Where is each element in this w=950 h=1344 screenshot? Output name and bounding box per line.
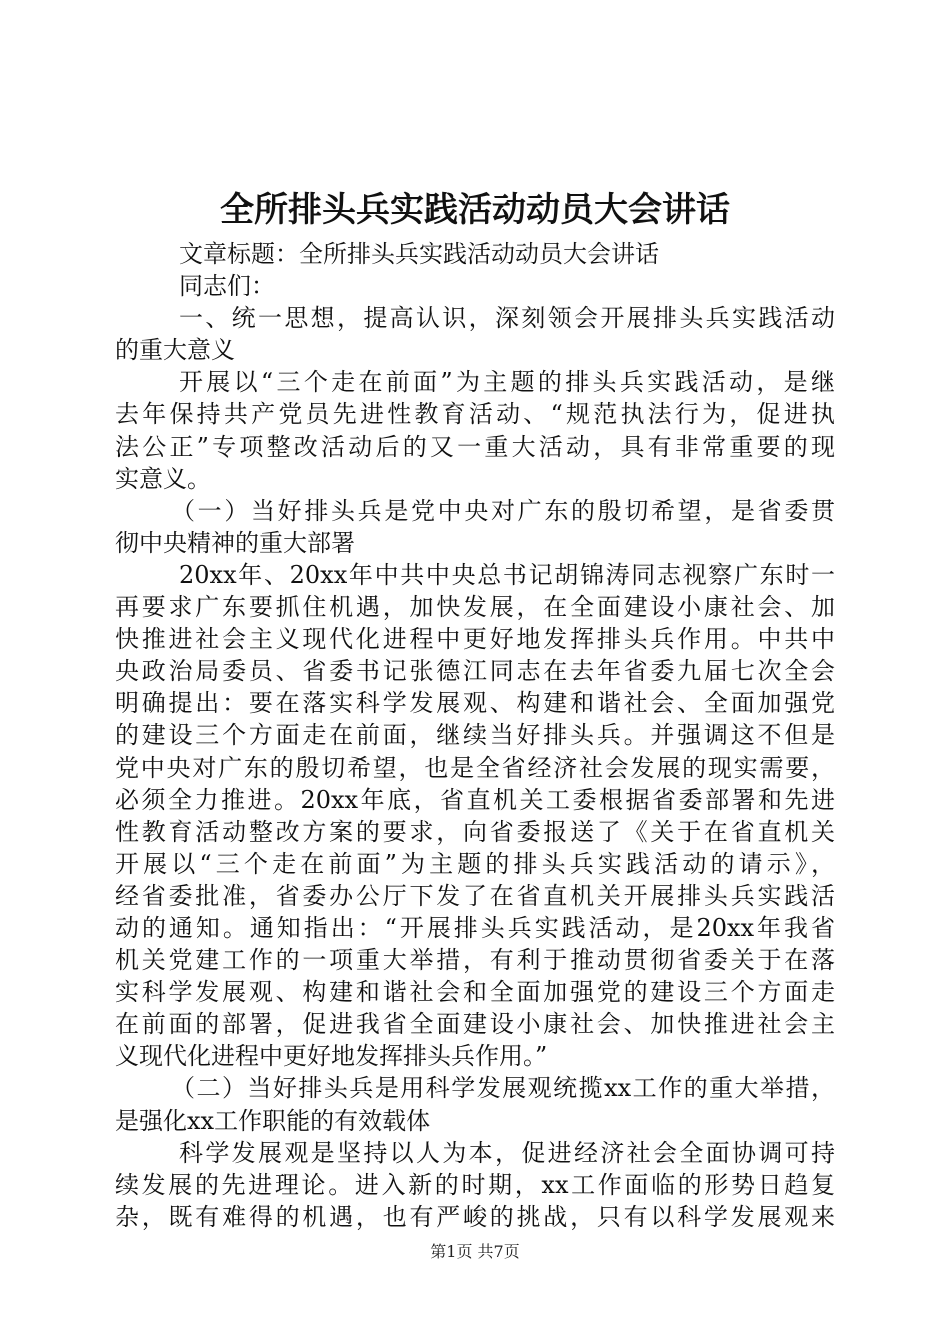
subsection-heading-line: 是强化xx工作职能的有效载体 bbox=[115, 1106, 431, 1135]
paragraph-line: 必须全力推进。20xx年底，省直机关工委根据省委部署和先进 bbox=[115, 785, 835, 814]
paragraph-line: 开展以“三个走在前面”为主题的排头兵实践活动的请示》， bbox=[115, 849, 835, 878]
paragraph-line: 杂，既有难得的机遇，也有严峻的挑战，只有以科学发展观来 bbox=[115, 1202, 835, 1231]
section-heading-line: 的重大意义 bbox=[115, 336, 235, 365]
section-heading-line: 一、统一思想，提高认识，深刻领会开展排头兵实践活动 bbox=[179, 304, 835, 333]
paragraph-line: 实科学发展观、构建和谐社会和全面加强党的建设三个方面走 bbox=[115, 978, 835, 1007]
paragraph-line: 去年保持共产党员先进性教育活动、“规范执法行为，促进执 bbox=[115, 400, 835, 429]
subsection-heading-line: 彻中央精神的重大部署 bbox=[115, 528, 355, 557]
paragraph-line: 义现代化进程中更好地发挥排头兵作用。” bbox=[115, 1042, 548, 1071]
paragraph-line: 动的通知。通知指出：“开展排头兵实践活动，是20xx年我省 bbox=[115, 913, 835, 942]
paragraph-line: 机关党建工作的一项重大举措，有利于推动贯彻省委关于在落 bbox=[115, 946, 835, 975]
paragraph-line: 续发展的先进理论。进入新的时期，xx工作面临的形势日趋复 bbox=[115, 1170, 835, 1199]
paragraph-line: 在前面的部署，促进我省全面建设小康社会、加快推进社会主 bbox=[115, 1010, 835, 1039]
paragraph-line: 性教育活动整改方案的要求，向省委报送了《关于在省直机关 bbox=[115, 817, 835, 846]
paragraph-line: 央政治局委员、省委书记张德江同志在去年省委九届七次全会 bbox=[115, 657, 835, 686]
paragraph-line: 法公正”专项整改活动后的又一重大活动，具有非常重要的现 bbox=[115, 432, 835, 461]
paragraph-line: 实意义。 bbox=[115, 464, 211, 493]
paragraph-line: 科学发展观是坚持以人为本，促进经济社会全面协调可持 bbox=[179, 1138, 835, 1167]
paragraph-line: 的建设三个方面走在前面，继续当好排头兵。并强调这不但是 bbox=[115, 721, 835, 750]
subsection-heading-line: （二）当好排头兵是用科学发展观统揽xx工作的重大举措， bbox=[171, 1074, 835, 1103]
paragraph-line: 再要求广东要抓住机遇，加快发展，在全面建设小康社会、加 bbox=[115, 593, 835, 622]
paragraph-line: 经省委批准，省委办公厅下发了在省直机关开展排头兵实践活 bbox=[115, 881, 835, 910]
paragraph-line: 开展以“三个走在前面”为主题的排头兵实践活动，是继 bbox=[179, 368, 835, 397]
paragraph-line: 快推进社会主义现代化进程中更好地发挥排头兵作用。中共中 bbox=[115, 625, 835, 654]
salutation-line: 同志们： bbox=[179, 272, 275, 301]
subsection-heading-line: （一）当好排头兵是党中央对广东的殷切希望，是省委贯 bbox=[171, 496, 835, 525]
document-title: 全所排头兵实践活动动员大会讲话 bbox=[220, 190, 730, 230]
paragraph-line: 20xx年、20xx年中共中央总书记胡锦涛同志视察广东时一 bbox=[179, 560, 835, 589]
paragraph-line: 党中央对广东的殷切希望，也是全省经济社会发展的现实需要， bbox=[115, 753, 835, 782]
article-title-line: 文章标题：全所排头兵实践活动动员大会讲话 bbox=[179, 240, 659, 268]
document-body bbox=[115, 238, 835, 1233]
paragraph-line: 明确提出：要在落实科学发展观、构建和谐社会、全面加强党 bbox=[115, 689, 835, 718]
page-number-footer: 第1页 共7页 bbox=[430, 1242, 520, 1261]
